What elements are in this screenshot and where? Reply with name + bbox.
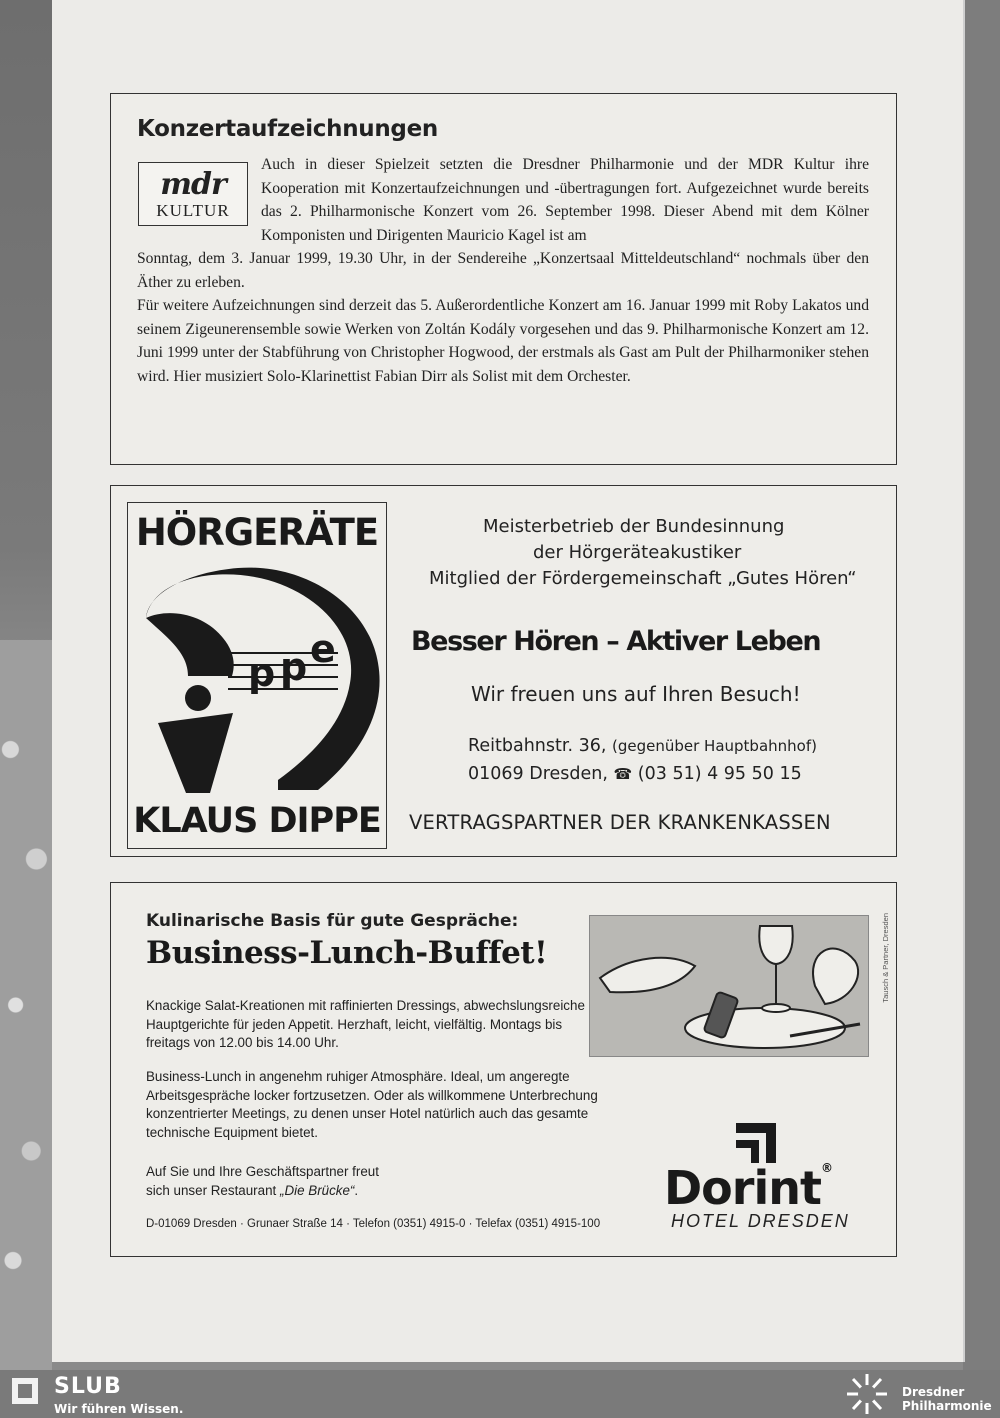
hearing-aids-contact [468, 764, 802, 784]
phone-icon: ☎ [613, 765, 633, 783]
concert-paragraph-1-cont: Sonntag, dem 3. Januar 1999, 19.30 Uhr, in der Sendereihe „Konzertsaal Mitteldeutschland“ nochmals über den Äther zu erleben. [137, 250, 869, 291]
dorint-lunch-ad [110, 882, 897, 1257]
concert-recordings-box [110, 93, 897, 465]
hearing-aids-line-3: Mitglied der Fördergemeinschaft „Gutes Hören“ [429, 568, 857, 589]
scan-border-left-image [0, 640, 52, 1370]
svg-text:p: p [280, 645, 308, 689]
dorint-brand-mark: ® [820, 1161, 832, 1175]
hearing-aids-partner: VERTRAGSPARTNER DER KRANKENKASSEN [409, 811, 831, 834]
dorint-headline: Business-Lunch-Buffet! [146, 935, 548, 971]
dorint-text-1: Knackige Salat-Kreationen mit raffinierten Dressings, abwechslungsreiche Hauptgerichte für jeden Appetit. Herzhaft, leicht, vielfältig. Montags bis freitags von 12.00 bis 14.00 Uhr. [146, 998, 585, 1050]
scan-border-right [963, 0, 1000, 1370]
dorint-text-3 [146, 1163, 406, 1200]
hearing-aids-line-1: Meisterbetrieb der Bundesinnung [483, 516, 785, 537]
dorint-brand-word: Dorint [664, 1161, 821, 1215]
hearing-aids-owner-name: KLAUS DIPPE [133, 801, 381, 841]
restaurant-name: „Die Brücke“ [279, 1182, 355, 1198]
phone-number: (03 51) 4 95 50 15 [637, 764, 802, 784]
sun-rays-logo-icon [842, 1373, 892, 1415]
concert-recordings-title: Konzertaufzeichnungen [137, 116, 438, 142]
slub-logo-icon [12, 1378, 38, 1404]
address-city: 01069 Dresden, [468, 764, 608, 784]
dorint-text-3a: Auf Sie und Ihre Geschäftspartner freut sich unser Restaurant [146, 1164, 379, 1198]
slub-claim: Wir führen Wissen. [54, 1402, 184, 1416]
illustration-credit: Tausch & Partner, Dresden [881, 913, 890, 1003]
ear-logo-icon [128, 558, 386, 798]
dorint-text-2: Business-Lunch in angenehm ruhiger Atmosphäre. Ideal, um angeregte Arbeitsgespräche locker fortzusetzen. Oder als willkommene Unterbrechung konzentrierter Meetings, zu denen unser Hotel natürlich auch das gesamte technische Equipment bietet. [146, 1069, 598, 1140]
svg-text:e: e [310, 627, 336, 671]
dorint-text-3c: . [354, 1182, 359, 1198]
hearing-aids-logo-panel [127, 502, 387, 849]
hearing-aids-address [468, 736, 817, 756]
concert-paragraph-2: Für weitere Aufzeichnungen sind derzeit das 5. Außerordentliche Konzert am 16. Januar 1999 mit Roby Lakatos und seinem Zigeunerensemble sowie Werken von Zoltán Kodály vorgesehen und das 9. Philharmonische Konzert am 12. Juni 1999 unter der Stabführung von Christopher Hogwood, der erstmals als Gast am Pult der Philharmoniker stehen wird. Hier musiziert Solo-Klarinettist Fabian Dirr als Solist mit dem Orchester. [137, 297, 869, 385]
dining-illustration [589, 915, 869, 1057]
address-street: Reitbahnstr. 36, [468, 736, 607, 756]
concert-paragraph-1: Auch in dieser Spielzeit setzten die Dresdner Philharmonie und der MDR Kultur ihre Kooperation mit Konzertaufzeichnungen und -übertragungen fort. Aufgezeichnet wurde bereits das 2. Philharmonische Konzert vom 26. September 1998. Dieser Abend mit dem Kölner Komponisten und Dirigenten Mauricio Kagel ist am [261, 156, 869, 244]
mdr-kultur-logo [138, 162, 248, 226]
orchestra-name-line-2: Philharmonie [902, 1399, 992, 1413]
mdr-logo-word: mdr [160, 167, 226, 202]
hearing-aids-line-2: der Hörgeräteakustiker [533, 542, 742, 563]
place-setting-icon [590, 916, 868, 1056]
orchestra-name-line-1: Dresdner [902, 1385, 965, 1399]
slub-name: SLUB [54, 1374, 122, 1399]
hearing-aids-title: HÖRGERÄTE [135, 511, 379, 554]
hearing-aids-slogan: Besser Hören – Aktiver Leben [411, 626, 821, 657]
orchestra-name [902, 1385, 992, 1413]
hearing-aids-welcome: Wir freuen uns auf Ihren Besuch! [471, 682, 801, 706]
mdr-logo-subtitle: KULTUR [156, 201, 230, 220]
address-street-note: (gegenüber Hauptbahnhof) [611, 737, 817, 755]
svg-text:p: p [248, 651, 276, 695]
dorint-brand [664, 1161, 832, 1215]
dorint-kicker: Kulinarische Basis für gute Gespräche: [146, 911, 519, 931]
hearing-aids-ad [110, 485, 897, 857]
dorint-contact-footer: D-01069 Dresden · Grunaer Straße 14 · Telefon (0351) 4915-0 · Telefax (0351) 4915-100 [146, 1218, 601, 1230]
dorint-hotel-name: HOTEL DRESDEN [671, 1211, 850, 1231]
